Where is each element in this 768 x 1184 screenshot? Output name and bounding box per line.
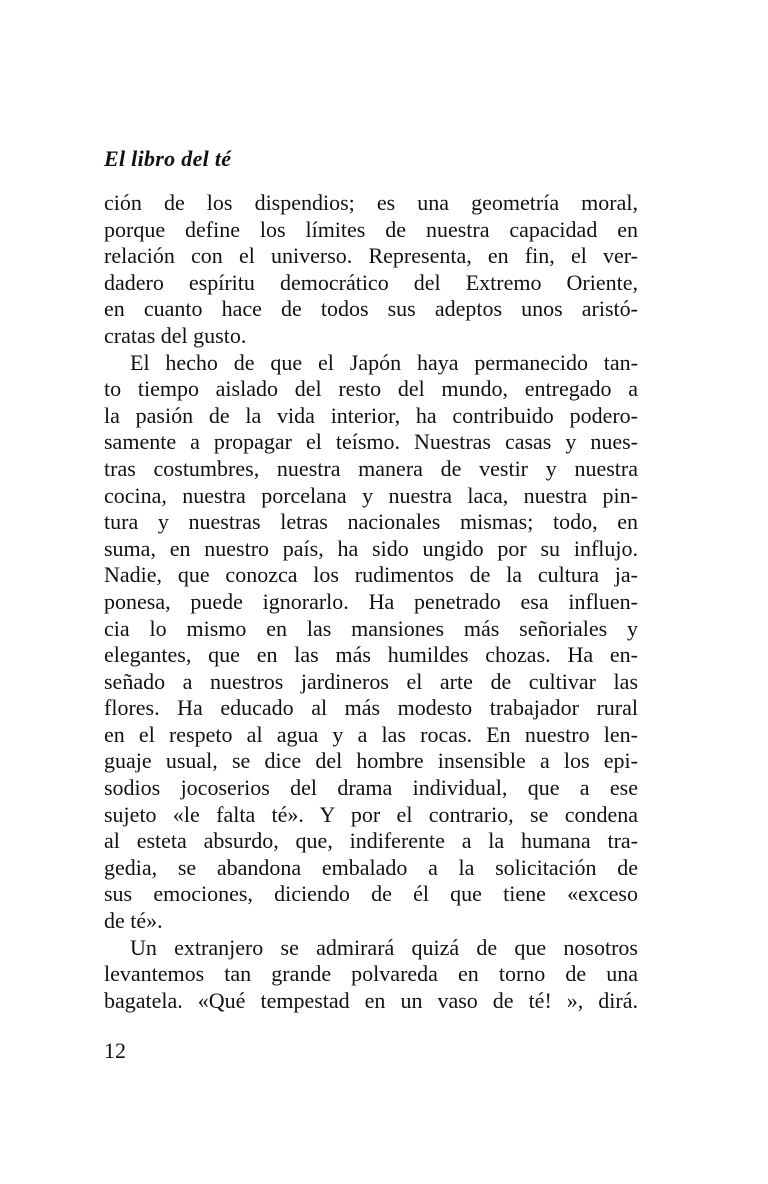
page-number: 12	[104, 1038, 126, 1063]
text-line: dadero espíritu democrático del Extremo Oriente,	[104, 269, 638, 295]
text-line: bagatela. «Qué tempestad en un vaso de té! », dirá.	[104, 987, 638, 1013]
text-line: al esteta absurdo, que, indiferente a la humana tra-	[104, 828, 638, 854]
text-line: la pasión de la vida interior, ha contribuido podero-	[104, 402, 638, 428]
text-line: relación con el universo. Representa, en fin, el ver-	[104, 243, 638, 269]
text-line: sujeto «le falta té». Y por el contrario, se condena	[104, 801, 638, 827]
text-line: gedia, se abandona embalado a la solicitación de	[104, 854, 638, 880]
text-line: cia lo mismo en las mansiones más señoriales y	[104, 615, 638, 641]
text-line: ción de los dispendios; es una geometría moral,	[104, 190, 638, 215]
text-line: flores. Ha educado al más modesto trabajador rural	[104, 695, 638, 721]
text-line: porque define los límites de nuestra capacidad en	[104, 216, 638, 242]
text-line: suma, en nuestro país, ha sido ungido por su influjo.	[104, 535, 638, 561]
text-line: samente a propagar el teísmo. Nuestras casas y nues-	[104, 429, 638, 455]
text-line: en el respeto al agua y a las rocas. En nuestro len-	[104, 721, 638, 747]
text-line: elegantes, que en las más humildes chozas. Ha en-	[104, 642, 638, 668]
text-line: sus emociones, diciendo de él que tiene «exceso	[104, 881, 638, 907]
text-line: Nadie, que conozca los rudimentos de la cultura ja-	[104, 562, 638, 588]
body-text	[104, 190, 638, 1014]
text-line: to tiempo aislado del resto del mundo, entregado a	[104, 376, 638, 402]
text-line: ponesa, puede ignorarlo. Ha penetrado esa influen-	[104, 588, 638, 614]
text-line: señado a nuestros jardineros el arte de cultivar las	[104, 668, 638, 694]
text-line: sodios jocoserios del drama individual, que a ese	[104, 775, 638, 801]
text-line: Un extranjero se admirará quizá de que nosotros	[130, 934, 638, 960]
text-line: tras costumbres, nuestra manera de vestir y nuestra	[104, 455, 638, 481]
text-line: en cuanto hace de todos sus adeptos unos aristó-	[104, 296, 638, 322]
running-title: El libro del té	[104, 146, 232, 171]
text-line: El hecho de que el Japón haya permanecido tan-	[130, 349, 638, 375]
text-line: levantemos tan grande polvareda en torno de una	[104, 961, 638, 987]
text-line: tura y nuestras letras nacionales mismas; todo, en	[104, 509, 638, 535]
text-line: guaje usual, se dice del hombre insensible a los epi-	[104, 748, 638, 774]
text-line: cratas del gusto.	[104, 322, 247, 348]
text-line: cocina, nuestra porcelana y nuestra laca, nuestra pin-	[104, 482, 638, 508]
text-line: de té».	[104, 908, 163, 934]
